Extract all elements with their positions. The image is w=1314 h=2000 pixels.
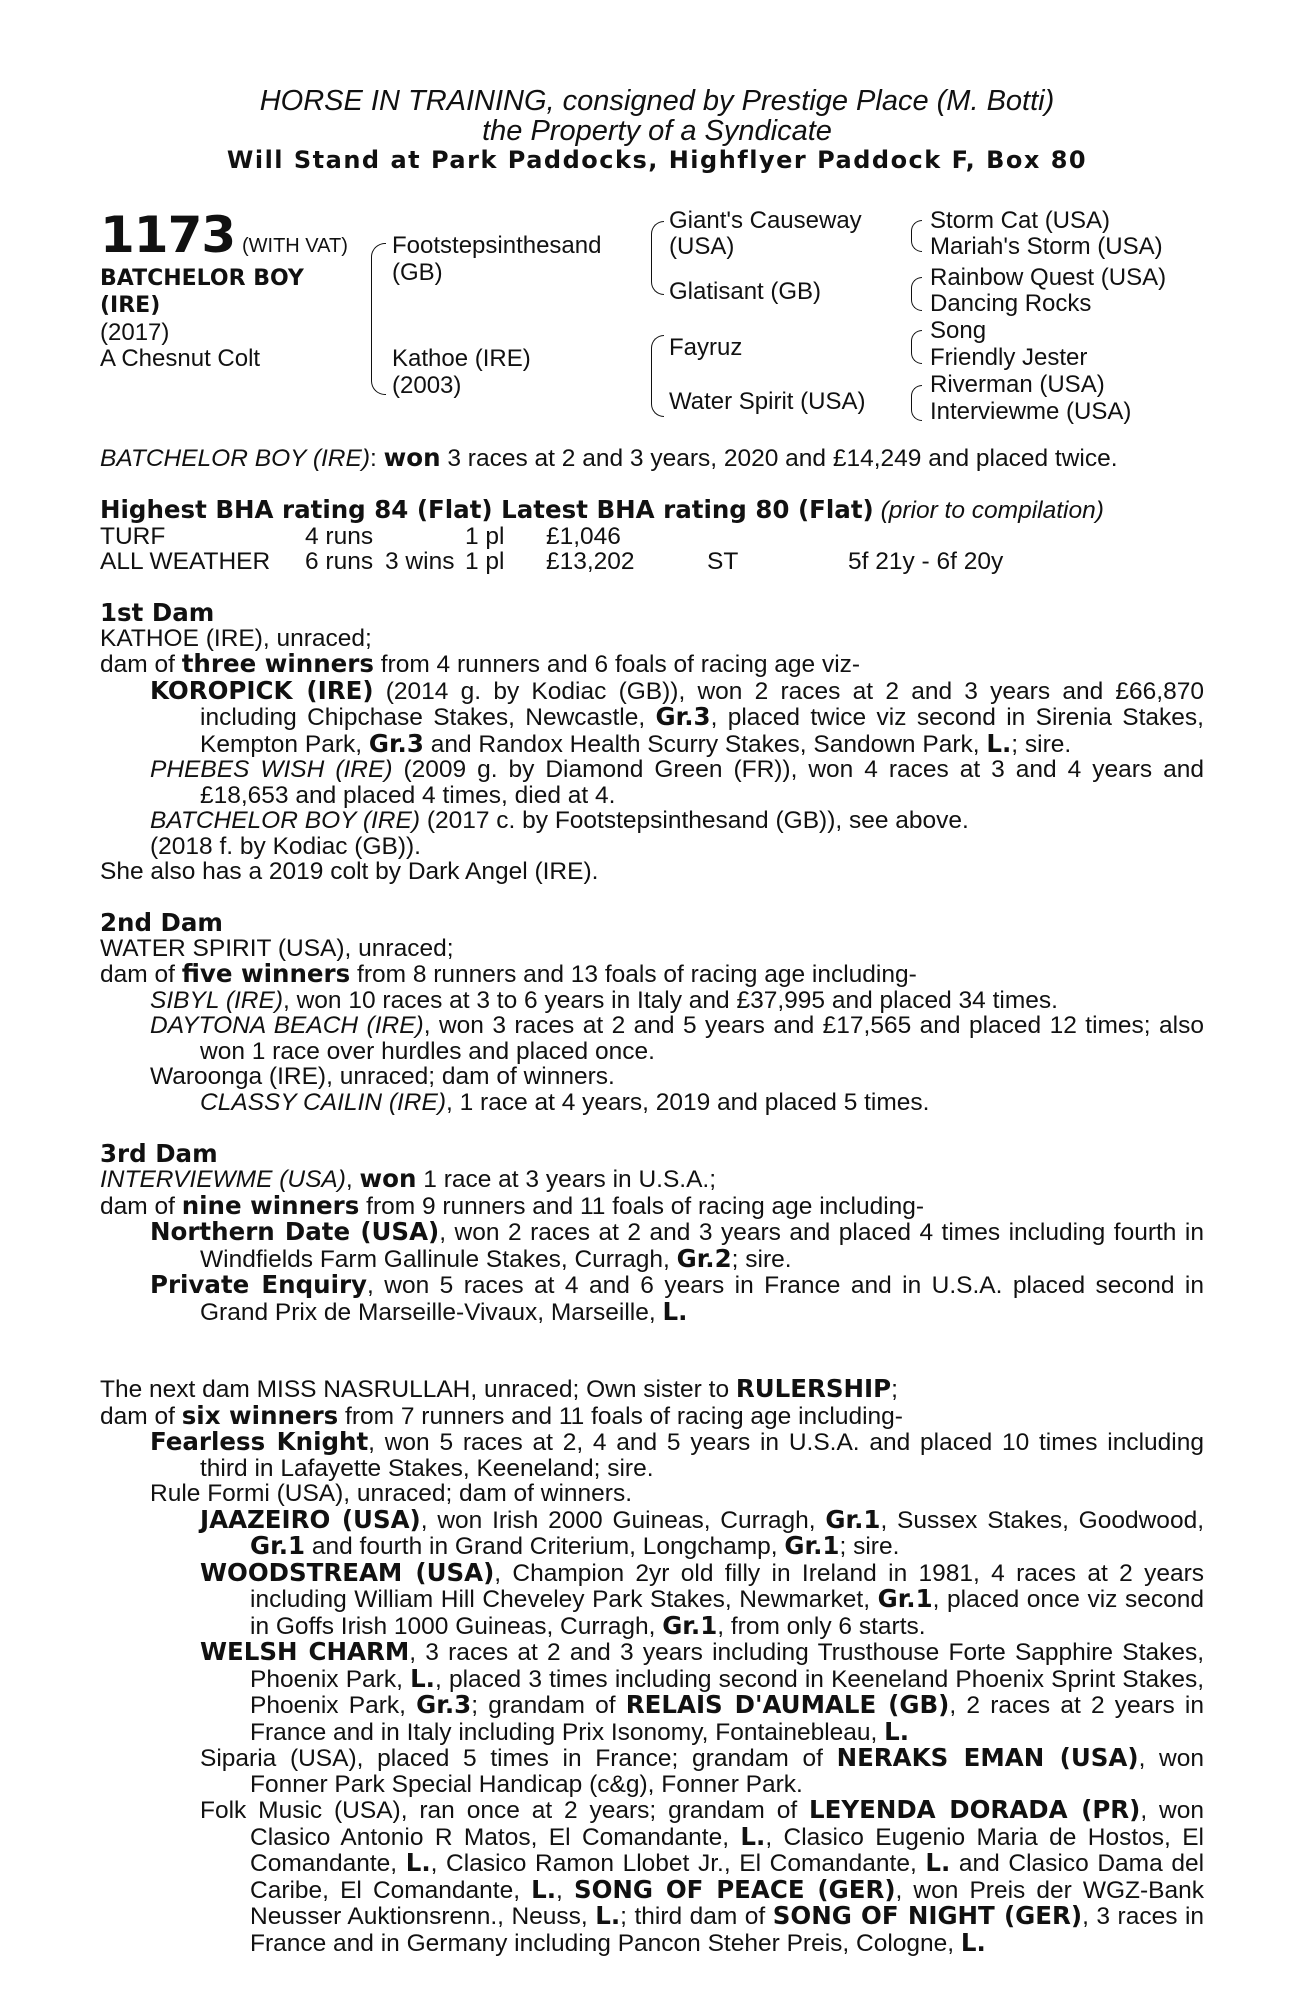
header-consignor: HORSE IN TRAINING, consigned by Prestige Place (M. Botti): [259, 85, 1055, 117]
produce-entry: Rule Formi (USA), unraced; dam of winners.: [150, 1480, 632, 1507]
next-dam-section: [100, 1351, 1204, 1957]
produce-note: She also has a 2019 colt by Dark Angel (IRE).: [100, 858, 599, 885]
vat-label: (WITH VAT): [241, 235, 348, 257]
lot-number-line: [100, 206, 348, 264]
produce-entry: KOROPICK (IRE) (2014 g. by Kodiac (GB)), won 2 races at 2 and 3 years and £66,870 including Chipchase Stakes, Newcastle, Gr.3, placed twice viz second in Sirenia Stakes, Kempton Park, Gr.3 and Randox Health Scurry Stakes, Sandown Park, L.; sire.: [150, 675, 1204, 758]
horse-name-country: (IRE): [100, 293, 161, 318]
race-summary: BATCHELOR BOY (IRE): won 3 races at 2 and 3 years, 2020 and £14,249 and placed twice.: [100, 443, 1118, 472]
sire-sire: Giant's Causeway: [669, 207, 862, 234]
dam-line: KATHOE (IRE), unraced;: [100, 624, 372, 652]
dam-sire-dam: Friendly Jester: [930, 344, 1088, 371]
dam-name: Kathoe (IRE): [392, 345, 531, 372]
sire-sire-dam: Mariah's Storm (USA): [930, 233, 1163, 260]
pedigree-bracket-dd: [911, 385, 922, 421]
dam-line: INTERVIEWME (USA), won 1 race at 3 years in U.S.A.;: [100, 1164, 717, 1193]
dam-year: (2003): [392, 372, 462, 399]
dam-dam-dam: Interviewme (USA): [930, 398, 1132, 425]
third-dam-section: [100, 1138, 1205, 1326]
dam-of-line: dam of three winners from 4 runners and 6 foals of racing age viz-: [100, 649, 861, 678]
sire-dam: Glatisant (GB): [669, 278, 822, 305]
sire-sire-country: (USA): [669, 233, 735, 260]
dam-sire: Fayruz: [669, 334, 743, 361]
pedigree-bracket-sd: [911, 277, 922, 311]
horse-description: A Chesnut Colt: [100, 345, 261, 372]
dam-dam-sire: Riverman (USA): [930, 371, 1105, 398]
sire-dam-dam: Dancing Rocks: [930, 290, 1092, 317]
sire-dam-sire: Rainbow Quest (USA): [930, 264, 1167, 291]
produce-entry: WELSH CHARM, 3 races at 2 and 3 years including Trusthouse Forte Sapphire Stakes, Phoenix Park, L., placed 3 times including second in Keeneland Phoenix Sprint Stakes, Phoenix Park, Gr.3; grandam of RELAIS D'AUMALE (GB), 2 races at 2 years in France and in Italy including Prix Isonomy, Fontainebleau, L.: [200, 1637, 1204, 1746]
header-property: the Property of a Syndicate: [482, 115, 832, 147]
produce-entry: BATCHELOR BOY (IRE) (2017 c. by Footstepsinthesand (GB)), see above.: [150, 807, 969, 834]
dam-dam: Water Spirit (USA): [669, 388, 866, 415]
section-heading: 3rd Dam: [100, 1138, 218, 1168]
sire-sire-sire: Storm Cat (USA): [930, 207, 1111, 234]
produce-entry: CLASSY CAILIN (IRE), 1 race at 4 years, 2019 and placed 5 times.: [200, 1088, 930, 1116]
pedigree-bracket-ds: [911, 330, 922, 364]
dam-of-line: dam of six winners from 7 runners and 11 foals of racing age including-: [100, 1400, 903, 1430]
dam-line: WATER SPIRIT (USA), unraced;: [100, 934, 454, 962]
foaling-year: (2017): [100, 319, 170, 346]
catalogue-content: [100, 445, 1204, 1956]
lot-number: 1173: [100, 206, 236, 264]
sire-country: (GB): [392, 259, 443, 286]
dam-line: The next dam MISS NASRULLAH, unraced; Own sister to RULERSHIP;: [100, 1374, 898, 1403]
bha-ratings: Highest BHA rating 84 (Flat) Latest BHA rating 80 (Flat) (prior to compilation): [100, 495, 1104, 524]
pedigree-bracket-main: [371, 243, 386, 395]
horse-name: BATCHELOR BOY: [100, 266, 304, 291]
produce-entry: Private Enquiry, won 5 races at 4 and 6 years in France and in U.S.A. placed second in Grand Prix de Marseille-Vivaux, Marseille, L.: [150, 1270, 1205, 1326]
header-location: Will Stand at Park Paddocks, Highflyer Paddock F, Box 80: [226, 146, 1088, 174]
pedigree-bracket-dam: [651, 335, 664, 417]
produce-entry: WOODSTREAM (USA), Champion 2yr old filly in Ireland in 1981, 4 races at 2 years including William Hill Cheveley Park Stakes, Newmarket, Gr.1, placed once viz second in Goffs Irish 1000 Guineas, Curragh, Gr.1, from only 6 starts.: [200, 1557, 1204, 1640]
sire-name: Footstepsinthesand: [392, 232, 602, 259]
stats-all-weather-row: ALL WEATHER 6 runs 3 wins 1 pl £13,202 ST 5f 21y - 6f 20y: [100, 548, 1004, 575]
stats-turf-row: TURF 4 runs 1 pl £1,046: [100, 522, 621, 550]
dam-of-line: dam of nine winners from 9 runners and 11 foals of racing age including-: [100, 1190, 925, 1220]
produce-entry: (2018 f. by Kodiac (GB)).: [150, 832, 421, 860]
produce-entry: Fearless Knight, won 5 races at 2, 4 and 5 years in U.S.A. and placed 10 times including third in Lafayette Stakes, Keeneland; sire.: [150, 1427, 1204, 1482]
pedigree-bracket-sire: [651, 221, 664, 295]
produce-entry: Folk Music (USA), ran once at 2 years; grandam of LEYENDA DORADA (PR), won Clasico Antonio R Matos, El Comandante, L., Clasico Eugenio Maria de Hostos, El Comandante, L., Clasico Ramon Llobet Jr., El Comandante, L. and Clasico Dama del Caribe, El Comandante, L., SONG OF PEACE (GER), won Preis der WGZ-Bank Neusser Auktionsrenn., Neuss, L.; third dam of SONG OF NIGHT (GER), 3 races in France and in Germany including Pancon Steher Preis, Cologne, L.: [200, 1795, 1205, 1957]
produce-entry: JAAZEIRO (USA), won Irish 2000 Guineas, Curragh, Gr.1, Sussex Stakes, Goodwood, Gr.1 and fourth in Grand Criterium, Longchamp, Gr.1; sire.: [200, 1504, 1204, 1560]
dam-of-line: dam of five winners from 8 runners and 13 foals of racing age including-: [100, 959, 917, 988]
produce-entry: PHEBES WISH (IRE) (2009 g. by Diamond Green (FR)), won 4 races at 3 and 4 years and £18,653 and placed 4 times, died at 4.: [150, 756, 1204, 809]
section-heading: 1st Dam: [100, 598, 215, 627]
produce-entry: Siparia (USA), placed 5 times in France; grandam of NERAKS EMAN (USA), won Fonner Park Special Handicap (c&g), Fonner Park.: [200, 1743, 1205, 1798]
section-heading: 2nd Dam: [100, 908, 223, 937]
produce-entry: DAYTONA BEACH (IRE), won 3 races at 2 and 5 years and £17,565 and placed 12 times; also won 1 race over hurdles and placed once.: [150, 1012, 1204, 1065]
first-dam-section: [100, 600, 1204, 885]
produce-entry: Northern Date (USA), won 2 races at 2 and 3 years and placed 4 times including fourth in Windfields Farm Gallinule Stakes, Curragh, Gr.2; sire.: [150, 1217, 1204, 1273]
dam-sire-sire: Song: [930, 317, 987, 344]
produce-entry: Waroonga (IRE), unraced; dam of winners.: [150, 1063, 615, 1090]
pedigree-bracket-ss: [911, 220, 922, 252]
second-dam-section: [100, 910, 1204, 1115]
produce-entry: SIBYL (IRE), won 10 races at 3 to 6 years in Italy and £37,995 and placed 34 times.: [150, 986, 1058, 1014]
